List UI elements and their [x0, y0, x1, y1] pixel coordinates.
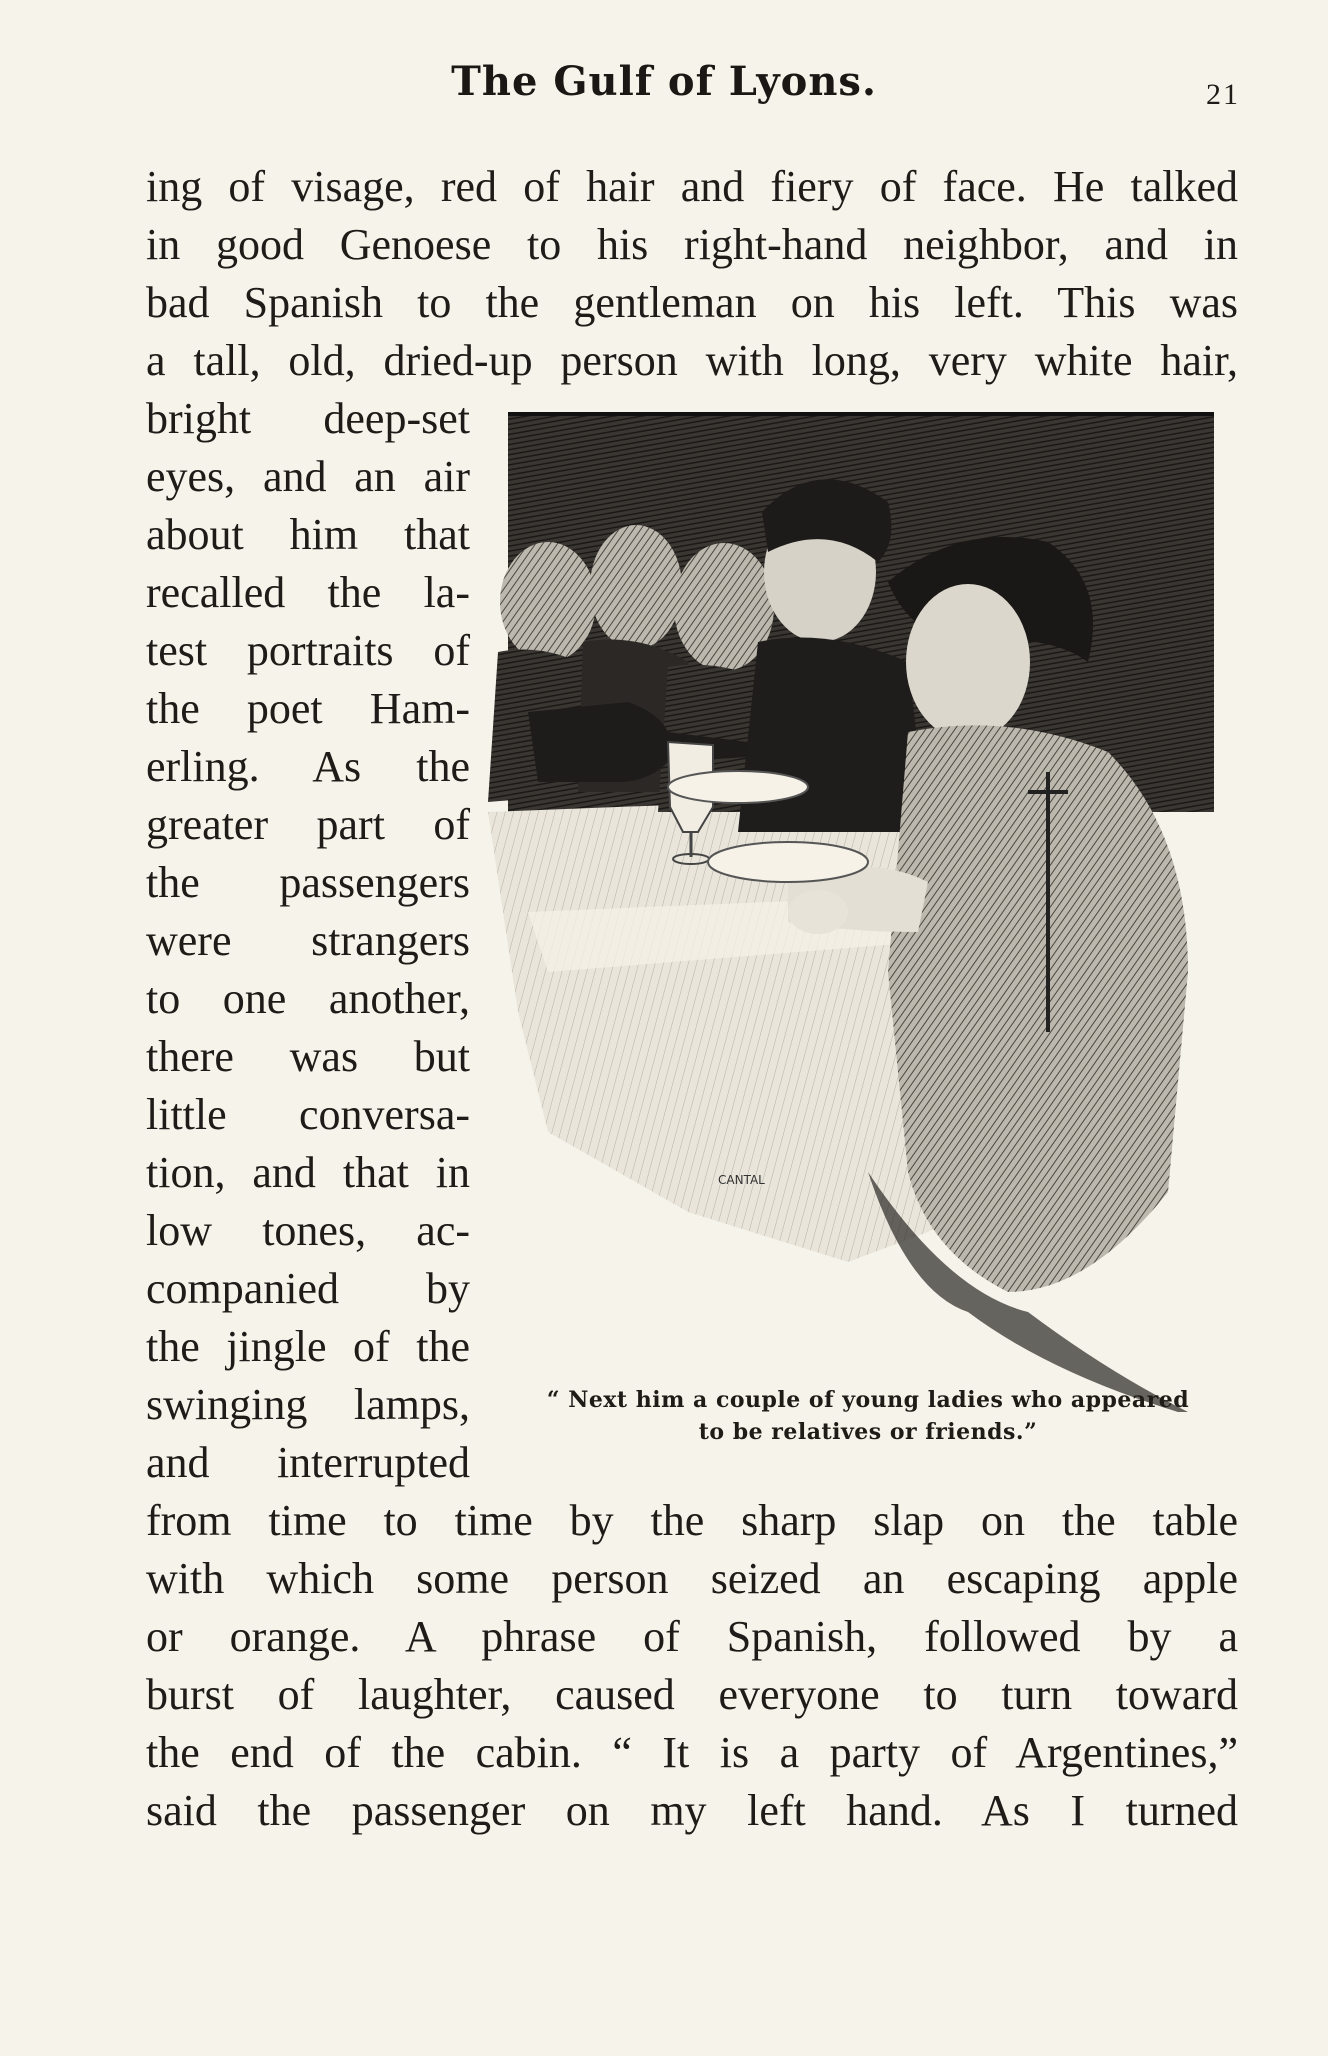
text-line: about him that [146, 510, 470, 559]
text-line: with which some person seized an escaping apple [146, 1554, 1238, 1603]
text-line: the passengers [146, 858, 470, 907]
text-line: ing of visage, red of hair and fiery of face. He talked [146, 162, 1238, 211]
text-line: from time to time by the sharp slap on the table [146, 1496, 1238, 1545]
caption-line: to be relatives or friends.” [698, 1419, 1038, 1445]
engraving-drawing [488, 412, 1240, 1412]
top-paragraph [146, 158, 1238, 390]
text-line: bad Spanish to the gentleman on his left. This was [146, 278, 1238, 327]
text-line: the end of the cabin. “ It is a party of Argentines,” [146, 1728, 1238, 1777]
caption-line: “ Next him a couple of young ladies who appeared [546, 1387, 1190, 1413]
text-line: were strangers [146, 916, 470, 965]
text-line: to one another, [146, 974, 470, 1023]
text-line: little conversa- [146, 1090, 470, 1139]
text-line: tion, and that in [146, 1148, 470, 1197]
text-line: companied by [146, 1264, 470, 1313]
running-title: The Gulf of Lyons. [451, 58, 877, 105]
page-header [0, 58, 1328, 118]
text-line: or orange. A phrase of Spanish, followed by a [146, 1612, 1238, 1661]
plate [668, 771, 808, 803]
text-line: greater part of [146, 800, 470, 849]
text-line: erling. As the [146, 742, 470, 791]
text-line: the jingle of the [146, 1322, 470, 1371]
text-line: there was but [146, 1032, 470, 1081]
engraving-illustration [488, 412, 1240, 1412]
illustration-caption [518, 1384, 1218, 1448]
plate [708, 842, 868, 882]
artist-signature: CANTAL [718, 1173, 765, 1187]
text-line: eyes, and an air [146, 452, 470, 501]
text-line: low tones, ac- [146, 1206, 470, 1255]
text-line: said the passenger on my left hand. As I turned [146, 1786, 1238, 1835]
text-line: bright deep-set [146, 394, 470, 443]
text-line: swinging lamps, [146, 1380, 470, 1429]
text-line: burst of laughter, caused everyone to turn toward [146, 1670, 1238, 1719]
text-line: in good Genoese to his right-hand neighbor, and in [146, 220, 1238, 269]
text-line: and interrupted [146, 1438, 470, 1487]
text-line: test portraits of [146, 626, 470, 675]
text-line: the poet Ham- [146, 684, 470, 733]
bottom-paragraph [146, 1492, 1238, 1840]
text-line: recalled the la- [146, 568, 470, 617]
text-line: a tall, old, dried-up person with long, very white hair, [146, 336, 1238, 385]
page-number: 21 [1206, 78, 1240, 111]
